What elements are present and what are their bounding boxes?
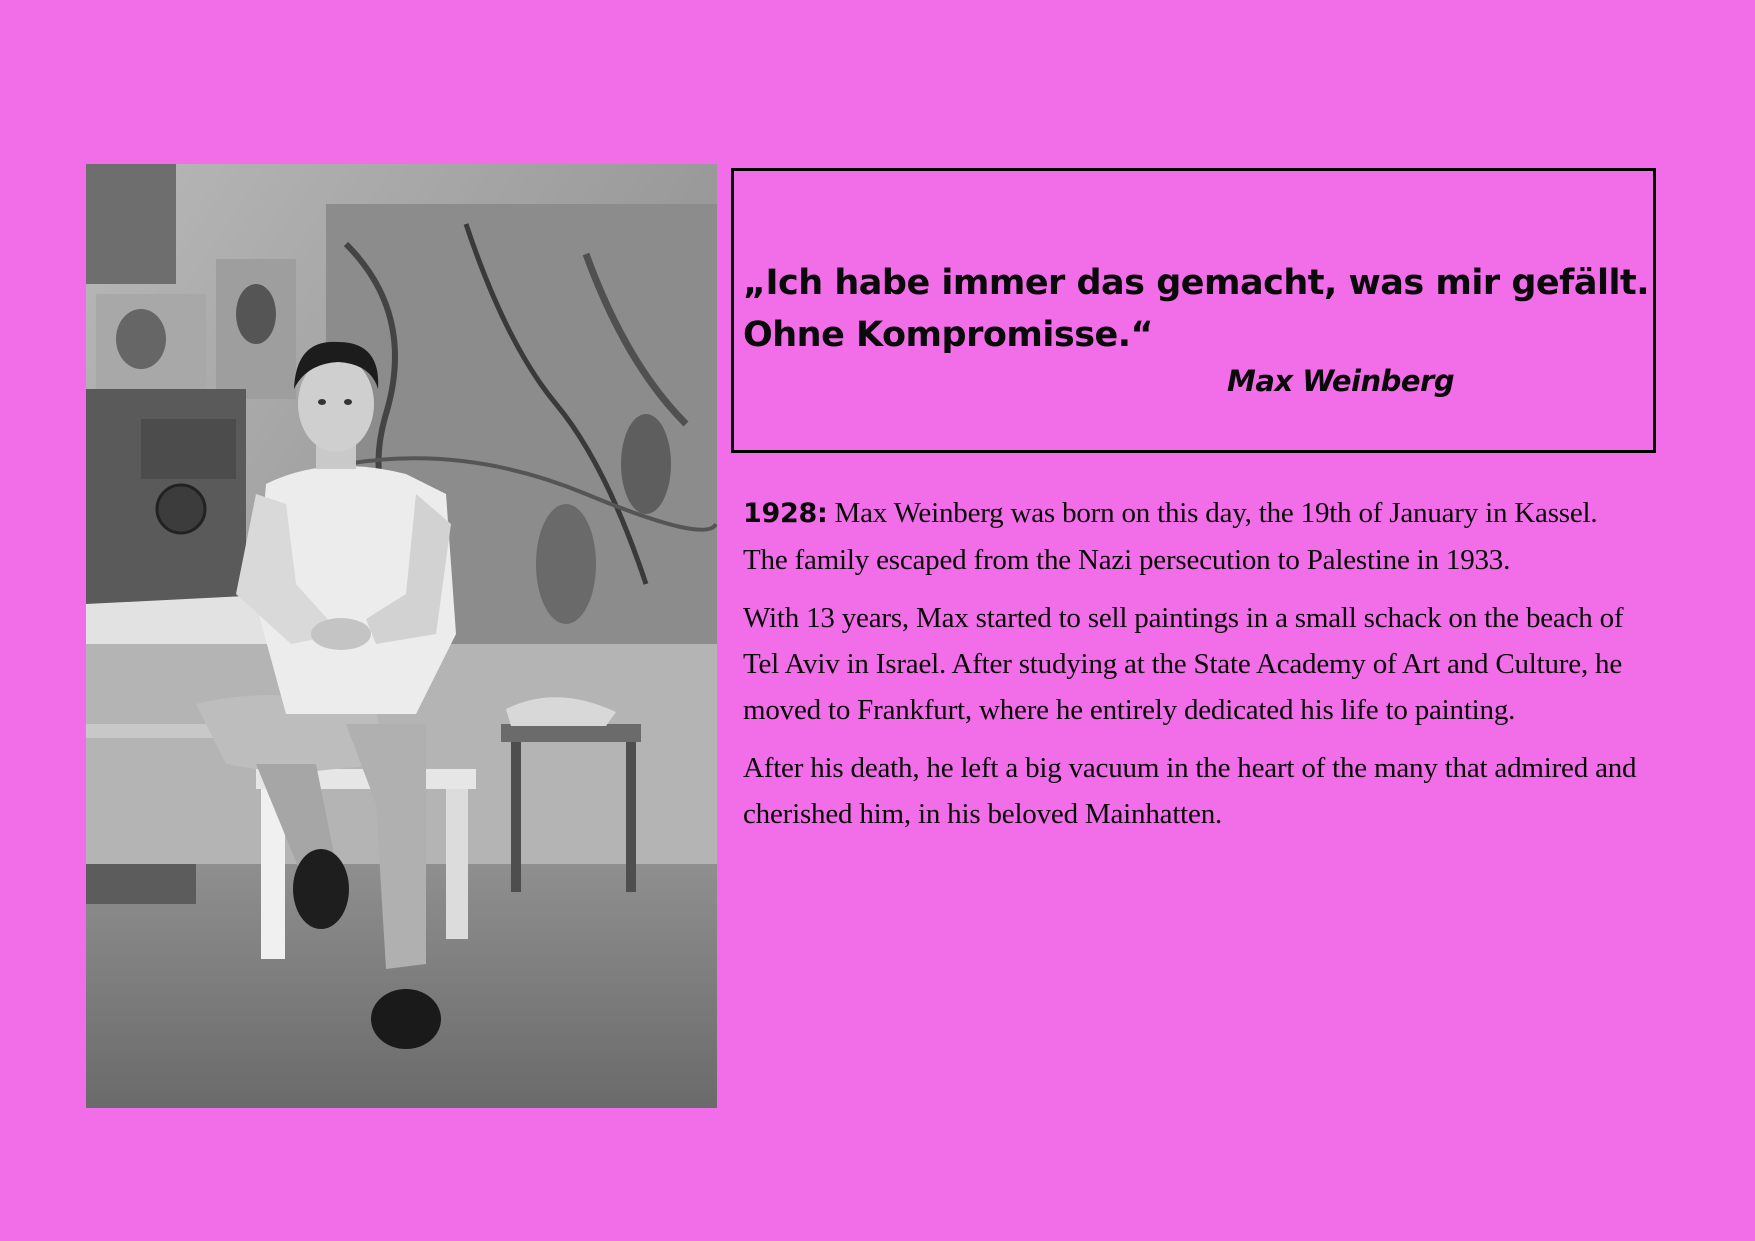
quote-line-1: „Ich habe immer das gemacht, was mir gefällt. — [743, 263, 1649, 303]
artist-photo — [86, 164, 717, 1108]
quote-line-2: Ohne Kompromisse.“ — [743, 315, 1154, 355]
quote-author: Max Weinberg — [1227, 364, 1455, 398]
quote-text — [743, 257, 1648, 361]
biography — [743, 490, 1643, 849]
quote-box — [731, 168, 1656, 453]
bio-paragraph-3: After his death, he left a big vacuum in the heart of the many that admired and cherished him, in his beloved Mainhatten. — [743, 752, 1637, 830]
photo-image — [86, 164, 717, 1108]
bio-paragraph-1-text: Max Weinberg was born on this day, the 19th of January in Kassel. The family escaped from the Nazi persecution to Palestine in 1933. — [743, 497, 1598, 576]
bio-paragraph-2: With 13 years, Max started to sell paintings in a small schack on the beach of Tel Aviv in Israel. After studying at the State Academy of Art and Culture, he moved to Frankfurt, where he entirely dedicated his life to painting. — [743, 602, 1624, 726]
bio-paragraph-1 — [743, 490, 1643, 583]
birth-year-label: 1928: — [743, 498, 828, 529]
